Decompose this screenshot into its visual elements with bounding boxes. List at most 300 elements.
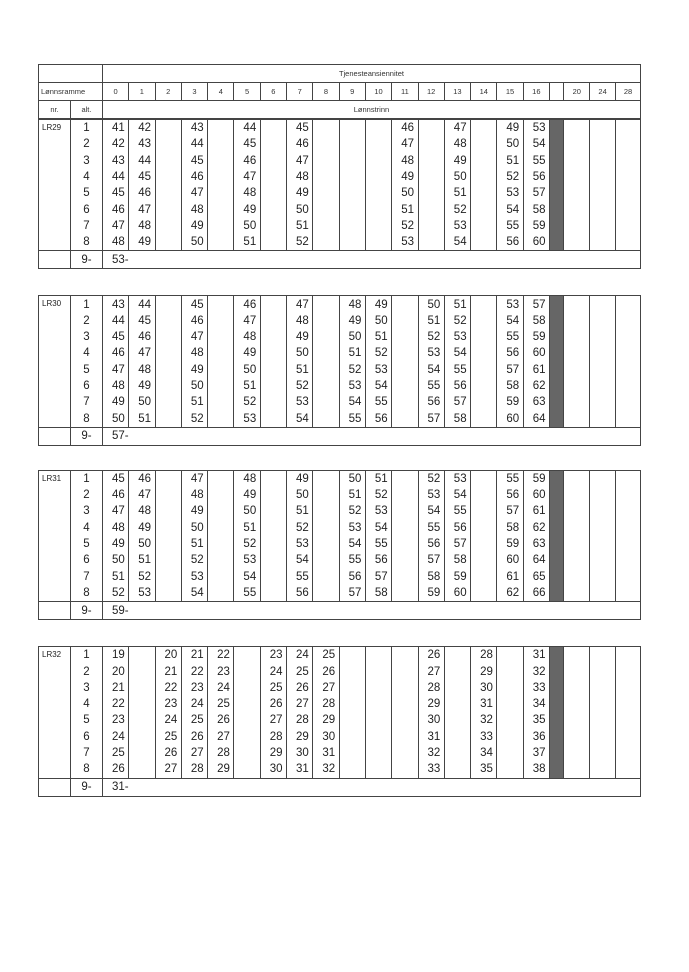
footer-blank — [39, 778, 71, 796]
footer-blank — [39, 427, 71, 445]
lonnstrinn-cell: 46 — [181, 313, 207, 329]
empty-cell — [590, 663, 616, 679]
lonnstrinn-cell: 47 — [234, 313, 260, 329]
lonnstrinn-cell — [339, 234, 365, 251]
lonnstrinn-cell — [208, 536, 234, 552]
table-row — [39, 313, 641, 329]
lonnsramme-nr-empty — [39, 520, 71, 536]
table-row — [39, 729, 641, 745]
lonnstrinn-cell: 23 — [181, 680, 207, 696]
lonnstrinn-cell: 29 — [313, 712, 339, 728]
empty-cell — [615, 585, 640, 602]
lonnstrinn-cell — [208, 345, 234, 361]
lonnstrinn-cell: 53 — [287, 536, 313, 552]
empty-cell — [590, 470, 616, 487]
empty-cell — [590, 680, 616, 696]
lonnstrinn-cell: 48 — [102, 520, 128, 536]
alt-value: 2 — [70, 136, 102, 152]
empty-cell — [615, 569, 640, 585]
year-header — [549, 83, 563, 101]
lonnstrinn-cell: 23 — [208, 663, 234, 679]
lonnstrinn-cell: 43 — [102, 296, 128, 313]
lonnstrinn-cell: 20 — [155, 647, 181, 664]
table-row — [39, 136, 641, 152]
lonnstrinn-cell: 26 — [313, 663, 339, 679]
lonnstrinn-cell: 46 — [287, 136, 313, 152]
lonnstrinn-cell — [471, 169, 497, 185]
lonnstrinn-cell: 61 — [523, 503, 549, 519]
lonnstrinn-cell: 47 — [181, 329, 207, 345]
empty-cell — [615, 663, 640, 679]
lonnsramme-nr-empty — [39, 761, 71, 778]
lonnstrinn-cell — [471, 234, 497, 251]
lonnstrinn-cell: 53 — [497, 185, 523, 201]
lonnstrinn-cell — [129, 745, 155, 761]
empty-cell — [564, 296, 590, 313]
lonnstrinn-cell — [129, 729, 155, 745]
lonnstrinn-cell: 51 — [287, 218, 313, 234]
alt-value: 7 — [70, 569, 102, 585]
lonnstrinn-cell: 59 — [523, 329, 549, 345]
shaded-column-cell — [549, 729, 563, 745]
year-header: 10 — [365, 83, 391, 101]
alt-value: 8 — [70, 585, 102, 602]
lonnstrinn-cell — [155, 536, 181, 552]
lonnstrinn-cell — [208, 329, 234, 345]
lonnstrinn-cell: 56 — [497, 345, 523, 361]
lonnstrinn-cell: 50 — [444, 169, 470, 185]
lonnstrinn-cell — [471, 569, 497, 585]
lonnsramme-nr-empty — [39, 712, 71, 728]
table-row — [39, 394, 641, 410]
lonnsramme-nr-empty — [39, 345, 71, 361]
lonnstrinn-cell: 25 — [155, 729, 181, 745]
lonnstrinn-cell: 62 — [523, 520, 549, 536]
lonnstrinn-cell: 52 — [287, 520, 313, 536]
lonnstrinn-cell: 27 — [155, 761, 181, 778]
empty-cell — [590, 520, 616, 536]
lonnstrinn-cell — [471, 585, 497, 602]
lonnstrinn-cell — [234, 663, 260, 679]
lonnstrinn-cell: 22 — [208, 647, 234, 664]
year-header: 15 — [497, 83, 523, 101]
lonnstrinn-cell: 52 — [418, 329, 444, 345]
lonnstrinn-cell: 56 — [287, 585, 313, 602]
lonnstrinn-cell — [418, 218, 444, 234]
lonnstrinn-cell — [471, 362, 497, 378]
lonnstrinn-cell — [339, 201, 365, 217]
lonnstrinn-cell: 52 — [287, 234, 313, 251]
lonnstrinn-cell: 56 — [418, 536, 444, 552]
lonnstrinn-cell: 60 — [523, 487, 549, 503]
lonnstrinn-cell: 47 — [287, 296, 313, 313]
table-row — [39, 296, 641, 313]
lonnstrinn-cell — [497, 696, 523, 712]
lonnstrinn-cell — [339, 745, 365, 761]
lonnstrinn-cell: 47 — [287, 153, 313, 169]
lonnstrinn-cell — [392, 394, 418, 410]
lonnstrinn-cell: 47 — [102, 503, 128, 519]
lonnstrinn-cell — [260, 362, 286, 378]
lonnstrinn-cell: 57 — [523, 185, 549, 201]
year-header: 16 — [523, 83, 549, 101]
empty-cell — [590, 296, 616, 313]
lonnstrinn-cell: 28 — [208, 745, 234, 761]
lonnstrinn-cell: 52 — [444, 201, 470, 217]
alt-value: 1 — [70, 647, 102, 664]
lonnstrinn-cell: 55 — [497, 470, 523, 487]
lonnstrinn-cell — [418, 169, 444, 185]
lonnstrinn-cell: 32 — [313, 761, 339, 778]
lonnsramme-nr-empty — [39, 729, 71, 745]
lonnstrinn-cell — [260, 296, 286, 313]
lonnstrinn-cell — [313, 136, 339, 152]
lonnstrinn-cell: 25 — [102, 745, 128, 761]
empty-cell — [615, 410, 640, 427]
table-row — [39, 696, 641, 712]
lonnstrinn-cell — [339, 169, 365, 185]
lonnsramme-nr-empty — [39, 663, 71, 679]
salary-blocks — [38, 119, 641, 797]
empty-cell — [615, 201, 640, 217]
lonnstrinn-cell — [313, 313, 339, 329]
lonnstrinn-cell: 26 — [102, 761, 128, 778]
lonnstrinn-cell — [234, 745, 260, 761]
lonnstrinn-cell — [208, 503, 234, 519]
empty-cell — [564, 552, 590, 568]
lonnstrinn-cell: 51 — [418, 313, 444, 329]
lonnstrinn-cell — [339, 185, 365, 201]
lonnstrinn-cell — [313, 362, 339, 378]
shaded-column-cell — [549, 345, 563, 361]
lonnstrinn-cell — [313, 201, 339, 217]
lonnstrinn-cell: 59 — [444, 569, 470, 585]
lonnsramme-nr: LR29 — [39, 120, 71, 137]
lonnstrinn-cell: 57 — [339, 585, 365, 602]
empty-cell — [564, 218, 590, 234]
empty-cell — [590, 569, 616, 585]
lonnstrinn-cell: 42 — [129, 120, 155, 137]
lonnstrinn-cell — [155, 470, 181, 487]
lonnstrinn-cell: 56 — [418, 394, 444, 410]
lonnstrinn-cell — [392, 696, 418, 712]
lonnstrinn-cell: 63 — [523, 536, 549, 552]
lonnstrinn-cell: 52 — [234, 394, 260, 410]
empty-cell — [590, 218, 616, 234]
lonnstrinn-cell: 58 — [418, 569, 444, 585]
shaded-column-cell — [549, 712, 563, 728]
footer-value: 53- — [102, 251, 640, 269]
lonnstrinn-cell: 54 — [287, 410, 313, 427]
lonnstrinn-cell — [155, 169, 181, 185]
empty-cell — [564, 680, 590, 696]
year-header: 2 — [155, 83, 181, 101]
empty-cell — [564, 185, 590, 201]
lonnstrinn-cell — [418, 136, 444, 152]
lonnstrinn-cell: 43 — [129, 136, 155, 152]
shaded-column-cell — [549, 745, 563, 761]
footer-alt: 9- — [70, 251, 102, 269]
lonnstrinn-cell — [155, 153, 181, 169]
lonnstrinn-cell: 46 — [102, 345, 128, 361]
lonnstrinn-cell — [392, 487, 418, 503]
lonnstrinn-cell — [155, 329, 181, 345]
footer-row — [39, 427, 641, 445]
shaded-column-cell — [549, 536, 563, 552]
lonnstrinn-cell: 52 — [444, 313, 470, 329]
lonnstrinn-cell — [339, 153, 365, 169]
lonnstrinn-cell: 52 — [339, 362, 365, 378]
lonnstrinn-cell: 50 — [418, 296, 444, 313]
lonnstrinn-cell: 23 — [260, 647, 286, 664]
lonnstrinn-cell — [418, 185, 444, 201]
lonnstrinn-cell: 44 — [234, 120, 260, 137]
lonnstrinn-cell — [392, 680, 418, 696]
lonnstrinn-cell — [418, 201, 444, 217]
lonnstrinn-cell — [260, 218, 286, 234]
lonnstrinn-cell: 49 — [234, 201, 260, 217]
year-header: 4 — [208, 83, 234, 101]
lonnstrinn-cell — [208, 120, 234, 137]
lonnstrinn-cell — [365, 185, 391, 201]
footer-blank — [39, 251, 71, 269]
lonnstrinn-cell: 48 — [444, 136, 470, 152]
lonnstrinn-cell: 50 — [287, 201, 313, 217]
footer-value: 57- — [102, 427, 640, 445]
lonnstrinn-cell: 42 — [102, 136, 128, 152]
lonnstrinn-cell — [418, 120, 444, 137]
lonnstrinn-cell: 51 — [129, 552, 155, 568]
lonnstrinn-cell: 50 — [181, 520, 207, 536]
year-header: 1 — [129, 83, 155, 101]
lonnstrinn-cell — [313, 394, 339, 410]
lonnstrinn-cell — [471, 120, 497, 137]
table-row — [39, 520, 641, 536]
table-row — [39, 552, 641, 568]
lonnstrinn-cell: 56 — [497, 487, 523, 503]
lonnstrinn-cell: 52 — [287, 378, 313, 394]
lonnstrinn-cell: 55 — [444, 362, 470, 378]
alt-value: 4 — [70, 520, 102, 536]
table-row — [39, 470, 641, 487]
lonnstrinn-cell: 47 — [181, 470, 207, 487]
lonnstrinn-cell — [471, 470, 497, 487]
lonnstrinn-cell — [365, 647, 391, 664]
alt-value: 4 — [70, 169, 102, 185]
lonnstrinn-cell — [155, 520, 181, 536]
lonnstrinn-cell — [155, 552, 181, 568]
lonnstrinn-cell: 56 — [365, 410, 391, 427]
lonnstrinn-cell: 21 — [155, 663, 181, 679]
alt-value: 3 — [70, 680, 102, 696]
empty-cell — [615, 120, 640, 137]
lonnstrinn-cell: 50 — [234, 503, 260, 519]
lonnstrinn-cell — [155, 234, 181, 251]
lonnsramme-nr-empty — [39, 487, 71, 503]
empty-cell — [564, 647, 590, 664]
lonnstrinn-cell: 31 — [418, 729, 444, 745]
empty-cell — [564, 503, 590, 519]
lonnstrinn-cell — [155, 185, 181, 201]
shaded-column-cell — [549, 487, 563, 503]
lonnstrinn-cell: 25 — [287, 663, 313, 679]
empty-cell — [615, 218, 640, 234]
lonnstrinn-cell — [444, 729, 470, 745]
alt-value: 7 — [70, 394, 102, 410]
lonnstrinn-cell: 54 — [497, 201, 523, 217]
lonnstrinn-cell — [339, 647, 365, 664]
lonnstrinn-cell: 58 — [523, 313, 549, 329]
shaded-column-cell — [549, 296, 563, 313]
lonnstrinn-cell: 55 — [339, 552, 365, 568]
lonnstrinn-cell: 49 — [181, 503, 207, 519]
lonnstrinn-cell — [392, 362, 418, 378]
lonnsramme-nr-empty — [39, 329, 71, 345]
lonnstrinn-cell — [260, 520, 286, 536]
lonnstrinn-cell — [260, 169, 286, 185]
lonnstrinn-cell — [392, 503, 418, 519]
lonnstrinn-cell — [313, 345, 339, 361]
lonnstrinn-cell — [155, 136, 181, 152]
lonnstrinn-cell: 53 — [444, 470, 470, 487]
lonnstrinn-cell — [392, 712, 418, 728]
empty-cell — [615, 378, 640, 394]
lonnstrinn-cell: 53 — [129, 585, 155, 602]
lonnstrinn-cell: 28 — [181, 761, 207, 778]
lonnstrinn-cell: 45 — [181, 153, 207, 169]
lonnstrinn-cell: 51 — [287, 362, 313, 378]
lonnsramme-nr-empty — [39, 218, 71, 234]
footer-row — [39, 778, 641, 796]
block-gap — [38, 446, 641, 470]
lonnsramme-nr-empty — [39, 696, 71, 712]
lonnstrinn-cell: 52 — [234, 536, 260, 552]
lonnstrinn-cell: 49 — [129, 378, 155, 394]
header-table — [38, 64, 641, 119]
lonnstrinn-cell: 45 — [102, 470, 128, 487]
salary-block-lr30 — [38, 295, 641, 445]
lonnstrinn-cell: 28 — [418, 680, 444, 696]
lonnstrinn-cell: 50 — [129, 394, 155, 410]
lonnsramme-nr-empty — [39, 394, 71, 410]
lonnsramme-nr-empty — [39, 536, 71, 552]
shaded-column-cell — [549, 234, 563, 251]
empty-cell — [615, 329, 640, 345]
lonnstrinn-cell — [208, 296, 234, 313]
lonnstrinn-cell — [471, 296, 497, 313]
lonnstrinn-cell: 52 — [365, 487, 391, 503]
alt-value: 3 — [70, 153, 102, 169]
lonnstrinn-cell: 27 — [287, 696, 313, 712]
empty-cell — [564, 745, 590, 761]
lonnstrinn-cell — [208, 520, 234, 536]
lonnstrinn-cell — [313, 503, 339, 519]
lonnstrinn-cell — [444, 680, 470, 696]
lonnstrinn-cell: 50 — [365, 313, 391, 329]
lonnstrinn-cell — [365, 218, 391, 234]
lonnstrinn-cell: 59 — [523, 218, 549, 234]
lonnstrinn-cell: 55 — [418, 520, 444, 536]
lonnstrinn-cell — [155, 394, 181, 410]
lonnstrinn-cell: 62 — [523, 378, 549, 394]
lonnstrinn-cell: 54 — [523, 136, 549, 152]
lonnstrinn-cell: 47 — [234, 169, 260, 185]
lonnstrinn-cell — [392, 647, 418, 664]
shaded-column-cell — [549, 378, 563, 394]
empty-cell — [590, 696, 616, 712]
table-row — [39, 761, 641, 778]
lonnstrinn-cell: 26 — [155, 745, 181, 761]
table-row — [39, 487, 641, 503]
lonnstrinn-cell — [392, 552, 418, 568]
lonnstrinn-cell — [392, 296, 418, 313]
empty-cell — [564, 153, 590, 169]
lonnstrinn-cell: 60 — [444, 585, 470, 602]
lonnstrinn-cell: 60 — [523, 234, 549, 251]
lonnstrinn-cell: 29 — [260, 745, 286, 761]
lonnstrinn-cell: 52 — [365, 345, 391, 361]
shaded-column-cell — [549, 503, 563, 519]
lonnstrinn-cell — [471, 218, 497, 234]
lonnstrinn-cell — [365, 234, 391, 251]
lonnstrinn-cell: 33 — [418, 761, 444, 778]
empty-cell — [615, 394, 640, 410]
lonnstrinn-cell: 56 — [523, 169, 549, 185]
alt-value: 6 — [70, 378, 102, 394]
lonnstrinn-cell: 49 — [287, 185, 313, 201]
alt-value: 1 — [70, 470, 102, 487]
empty-cell — [564, 712, 590, 728]
lonnstrinn-cell: 37 — [523, 745, 549, 761]
year-header: 6 — [260, 83, 286, 101]
lonnstrinn-cell — [208, 394, 234, 410]
lonnstrinn-cell — [129, 696, 155, 712]
lonnstrinn-cell — [208, 410, 234, 427]
lonnstrinn-cell — [365, 680, 391, 696]
lonnstrinn-cell: 46 — [102, 487, 128, 503]
lonnstrinn-cell: 49 — [339, 313, 365, 329]
empty-cell — [564, 136, 590, 152]
empty-cell — [615, 362, 640, 378]
lonnstrinn-cell: 54 — [234, 569, 260, 585]
table-row — [39, 185, 641, 201]
empty-cell — [590, 313, 616, 329]
shaded-column-cell — [549, 585, 563, 602]
lonnstrinn-cell — [208, 470, 234, 487]
table-row — [39, 680, 641, 696]
lonnstrinn-cell — [392, 345, 418, 361]
lonnstrinn-cell: 55 — [418, 378, 444, 394]
lonnstrinn-cell — [260, 120, 286, 137]
empty-cell — [564, 663, 590, 679]
lonnstrinn-cell: 44 — [129, 153, 155, 169]
year-header: 12 — [418, 83, 444, 101]
lonnstrinn-cell: 47 — [444, 120, 470, 137]
lonnstrinn-cell: 53 — [234, 552, 260, 568]
lonnstrinn-cell: 47 — [181, 185, 207, 201]
lonnstrinn-cell — [392, 378, 418, 394]
empty-cell — [564, 410, 590, 427]
lonnsramme-nr-empty — [39, 136, 71, 152]
footer-value: 31- — [102, 778, 640, 796]
lonnstrinn-cell: 58 — [444, 410, 470, 427]
lonnstrinn-cell — [208, 201, 234, 217]
year-header: 9 — [339, 83, 365, 101]
lonnstrinn-cell: 30 — [471, 680, 497, 696]
alt-value: 2 — [70, 487, 102, 503]
lonnstrinn-cell — [339, 729, 365, 745]
lonnstrinn-cell: 63 — [523, 394, 549, 410]
